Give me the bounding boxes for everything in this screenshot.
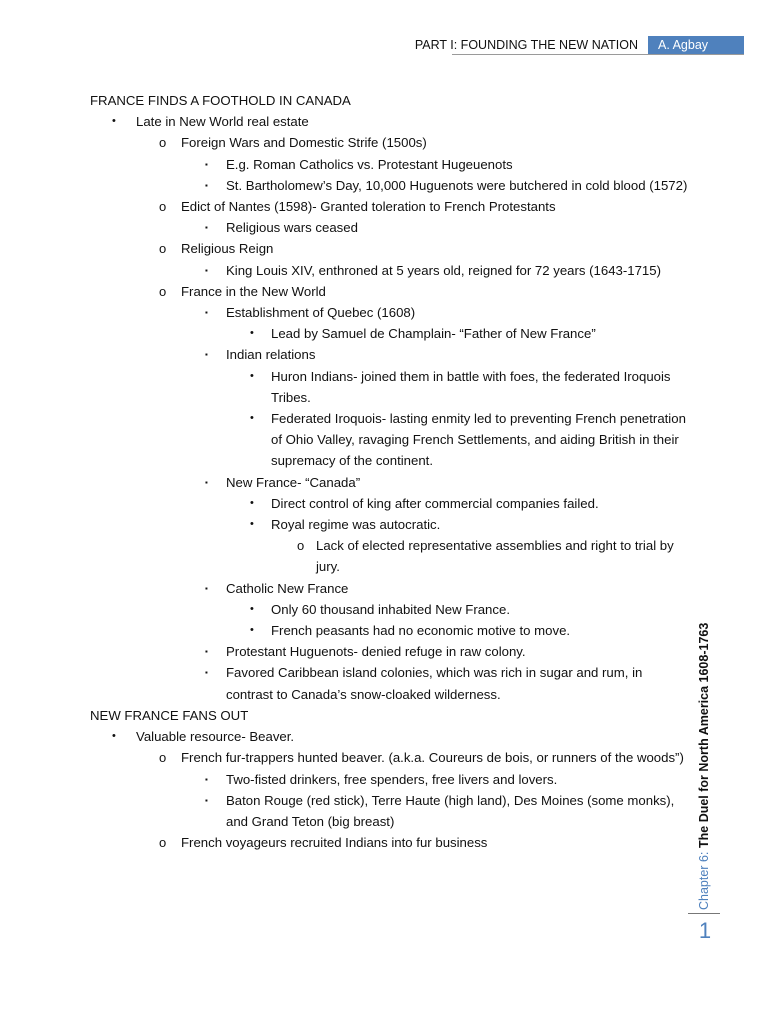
square-bullet-icon: ▪ bbox=[205, 223, 208, 233]
square-bullet-icon: ▪ bbox=[205, 308, 208, 318]
outline-item bbox=[90, 599, 690, 620]
disc-bullet-icon: • bbox=[112, 115, 116, 128]
outline-text: St. Bartholomew’s Day, 10,000 Huguenots were butchered in cold blood (1572) bbox=[226, 177, 688, 193]
outline-item bbox=[90, 366, 690, 408]
chapter-title: The Duel for North America 1608-1763 bbox=[697, 622, 711, 848]
outline-item bbox=[90, 302, 690, 323]
circle-bullet-icon: o bbox=[159, 835, 167, 851]
outline-item bbox=[90, 472, 690, 493]
chapter-heading bbox=[692, 610, 716, 910]
outline-text: Religious Reign bbox=[181, 241, 274, 257]
outline-text: Lead by Samuel de Champlain- “Father of New France” bbox=[271, 326, 596, 342]
outline-text: Edict of Nantes (1598)- Granted toleration to French Protestants bbox=[181, 199, 556, 215]
square-bullet-icon: ▪ bbox=[205, 795, 208, 805]
section-heading bbox=[90, 705, 690, 726]
circle-bullet-icon: o bbox=[297, 538, 305, 554]
outline-text: Valuable resource- Beaver. bbox=[136, 729, 295, 745]
outline-text: Late in New World real estate bbox=[136, 114, 309, 130]
outline-text: FRANCE FINDS A FOOTHOLD IN CANADA bbox=[90, 93, 351, 108]
outline-item bbox=[90, 323, 690, 344]
outline-text: Two-fisted drinkers, free spenders, free livers and lovers. bbox=[226, 771, 558, 787]
disc-bullet-icon: • bbox=[250, 624, 254, 637]
chapter-label: Chapter 6: bbox=[697, 851, 711, 910]
outline-item bbox=[90, 493, 690, 514]
outline-text: NEW FRANCE FANS OUT bbox=[90, 707, 249, 723]
outline-item bbox=[90, 747, 690, 768]
outline-item bbox=[90, 132, 690, 153]
outline-item bbox=[90, 238, 690, 259]
disc-bullet-icon: • bbox=[250, 412, 254, 425]
outline-text: Indian relations bbox=[226, 347, 316, 363]
square-bullet-icon: ▪ bbox=[205, 668, 208, 678]
page-header bbox=[415, 36, 744, 54]
chapter-sidebar bbox=[690, 610, 720, 910]
outline-text: Lack of elected representative assemblies and right to trial by jury. bbox=[316, 538, 674, 575]
outline-text: French voyageurs recruited Indians into fur business bbox=[181, 835, 488, 851]
square-bullet-icon: ▪ bbox=[205, 647, 208, 657]
outline-item bbox=[90, 196, 690, 217]
square-bullet-icon: ▪ bbox=[205, 265, 208, 275]
outline-item bbox=[90, 344, 690, 365]
outline-text: Foreign Wars and Domestic Strife (1500s) bbox=[181, 135, 427, 151]
disc-bullet-icon: • bbox=[250, 602, 254, 615]
square-bullet-icon: ▪ bbox=[205, 350, 208, 360]
outline-text: French peasants had no economic motive to move. bbox=[271, 623, 571, 639]
circle-bullet-icon: o bbox=[159, 241, 167, 257]
circle-bullet-icon: o bbox=[159, 283, 167, 299]
page-number: 1 bbox=[698, 918, 712, 943]
outline-item bbox=[90, 726, 690, 747]
outline-item bbox=[90, 408, 690, 472]
outline-text: Establishment of Quebec (1608) bbox=[226, 305, 416, 321]
outline-text: Baton Rouge (red stick), Terre Haute (high land), Des Moines (some monks), and Grand Teton (big breast) bbox=[226, 792, 675, 829]
outline-text: Direct control of king after commercial companies failed. bbox=[271, 495, 599, 511]
outline-text: French fur-trappers hunted beaver. (a.k.a. Coureurs de bois, or runners of the woods”) bbox=[181, 750, 684, 766]
outline-text: King Louis XIV, enthroned at 5 years old, reigned for 72 years (1643-1715) bbox=[226, 262, 661, 278]
outline-text: Catholic New France bbox=[226, 580, 349, 596]
outline-item bbox=[90, 217, 690, 238]
square-bullet-icon: ▪ bbox=[205, 583, 208, 593]
outline-item bbox=[90, 154, 690, 175]
outline-item bbox=[90, 662, 690, 704]
outline-item bbox=[90, 175, 690, 196]
disc-bullet-icon: • bbox=[250, 496, 254, 509]
disc-bullet-icon: • bbox=[250, 369, 254, 382]
disc-bullet-icon: • bbox=[250, 518, 254, 531]
outline-item bbox=[90, 641, 690, 662]
header-author: A. Agbay bbox=[648, 36, 744, 54]
disc-bullet-icon: • bbox=[250, 327, 254, 340]
square-bullet-icon: ▪ bbox=[205, 159, 208, 169]
header-title: PART I: FOUNDING THE NEW NATION bbox=[414, 38, 638, 52]
outline-item bbox=[90, 514, 690, 535]
outline-item bbox=[90, 769, 690, 790]
outline-text: E.g. Roman Catholics vs. Protestant Hugeuenots bbox=[226, 156, 513, 172]
square-bullet-icon: ▪ bbox=[205, 774, 208, 784]
outline-text: Federated Iroquois- lasting enmity led to preventing French penetration of Ohio Valley, ravaging French Settlements, and aiding British in their supremacy of the continent. bbox=[271, 411, 686, 469]
outline-item bbox=[90, 578, 690, 599]
outline-item bbox=[90, 111, 690, 132]
outline-text: Royal regime was autocratic. bbox=[271, 517, 441, 533]
outline-text: Only 60 thousand inhabited New France. bbox=[271, 601, 510, 617]
outline-item bbox=[90, 260, 690, 281]
outline-content bbox=[90, 90, 690, 853]
sidebar-divider bbox=[688, 913, 720, 914]
outline-item bbox=[90, 832, 690, 853]
outline-text: Favored Caribbean island colonies, which was rich in sugar and rum, in contrast to Canada’s snow-cloaked wilderness. bbox=[226, 665, 643, 702]
outline-text: New France- “Canada” bbox=[226, 474, 361, 490]
circle-bullet-icon: o bbox=[159, 750, 167, 766]
outline-item bbox=[90, 790, 690, 832]
circle-bullet-icon: o bbox=[159, 199, 167, 215]
outline-item bbox=[90, 620, 690, 641]
header-divider bbox=[452, 54, 744, 55]
outline-text: Protestant Huguenots- denied refuge in raw colony. bbox=[226, 644, 526, 660]
section-heading bbox=[90, 90, 690, 111]
outline-text: Religious wars ceased bbox=[226, 220, 358, 236]
disc-bullet-icon: • bbox=[112, 730, 116, 743]
outline-item bbox=[90, 535, 690, 577]
square-bullet-icon: ▪ bbox=[205, 477, 208, 487]
outline-text: France in the New World bbox=[181, 283, 326, 299]
square-bullet-icon: ▪ bbox=[205, 180, 208, 190]
outline-text: Huron Indians- joined them in battle with foes, the federated Iroquois Tribes. bbox=[271, 368, 671, 405]
circle-bullet-icon: o bbox=[159, 135, 167, 151]
outline-item bbox=[90, 281, 690, 302]
